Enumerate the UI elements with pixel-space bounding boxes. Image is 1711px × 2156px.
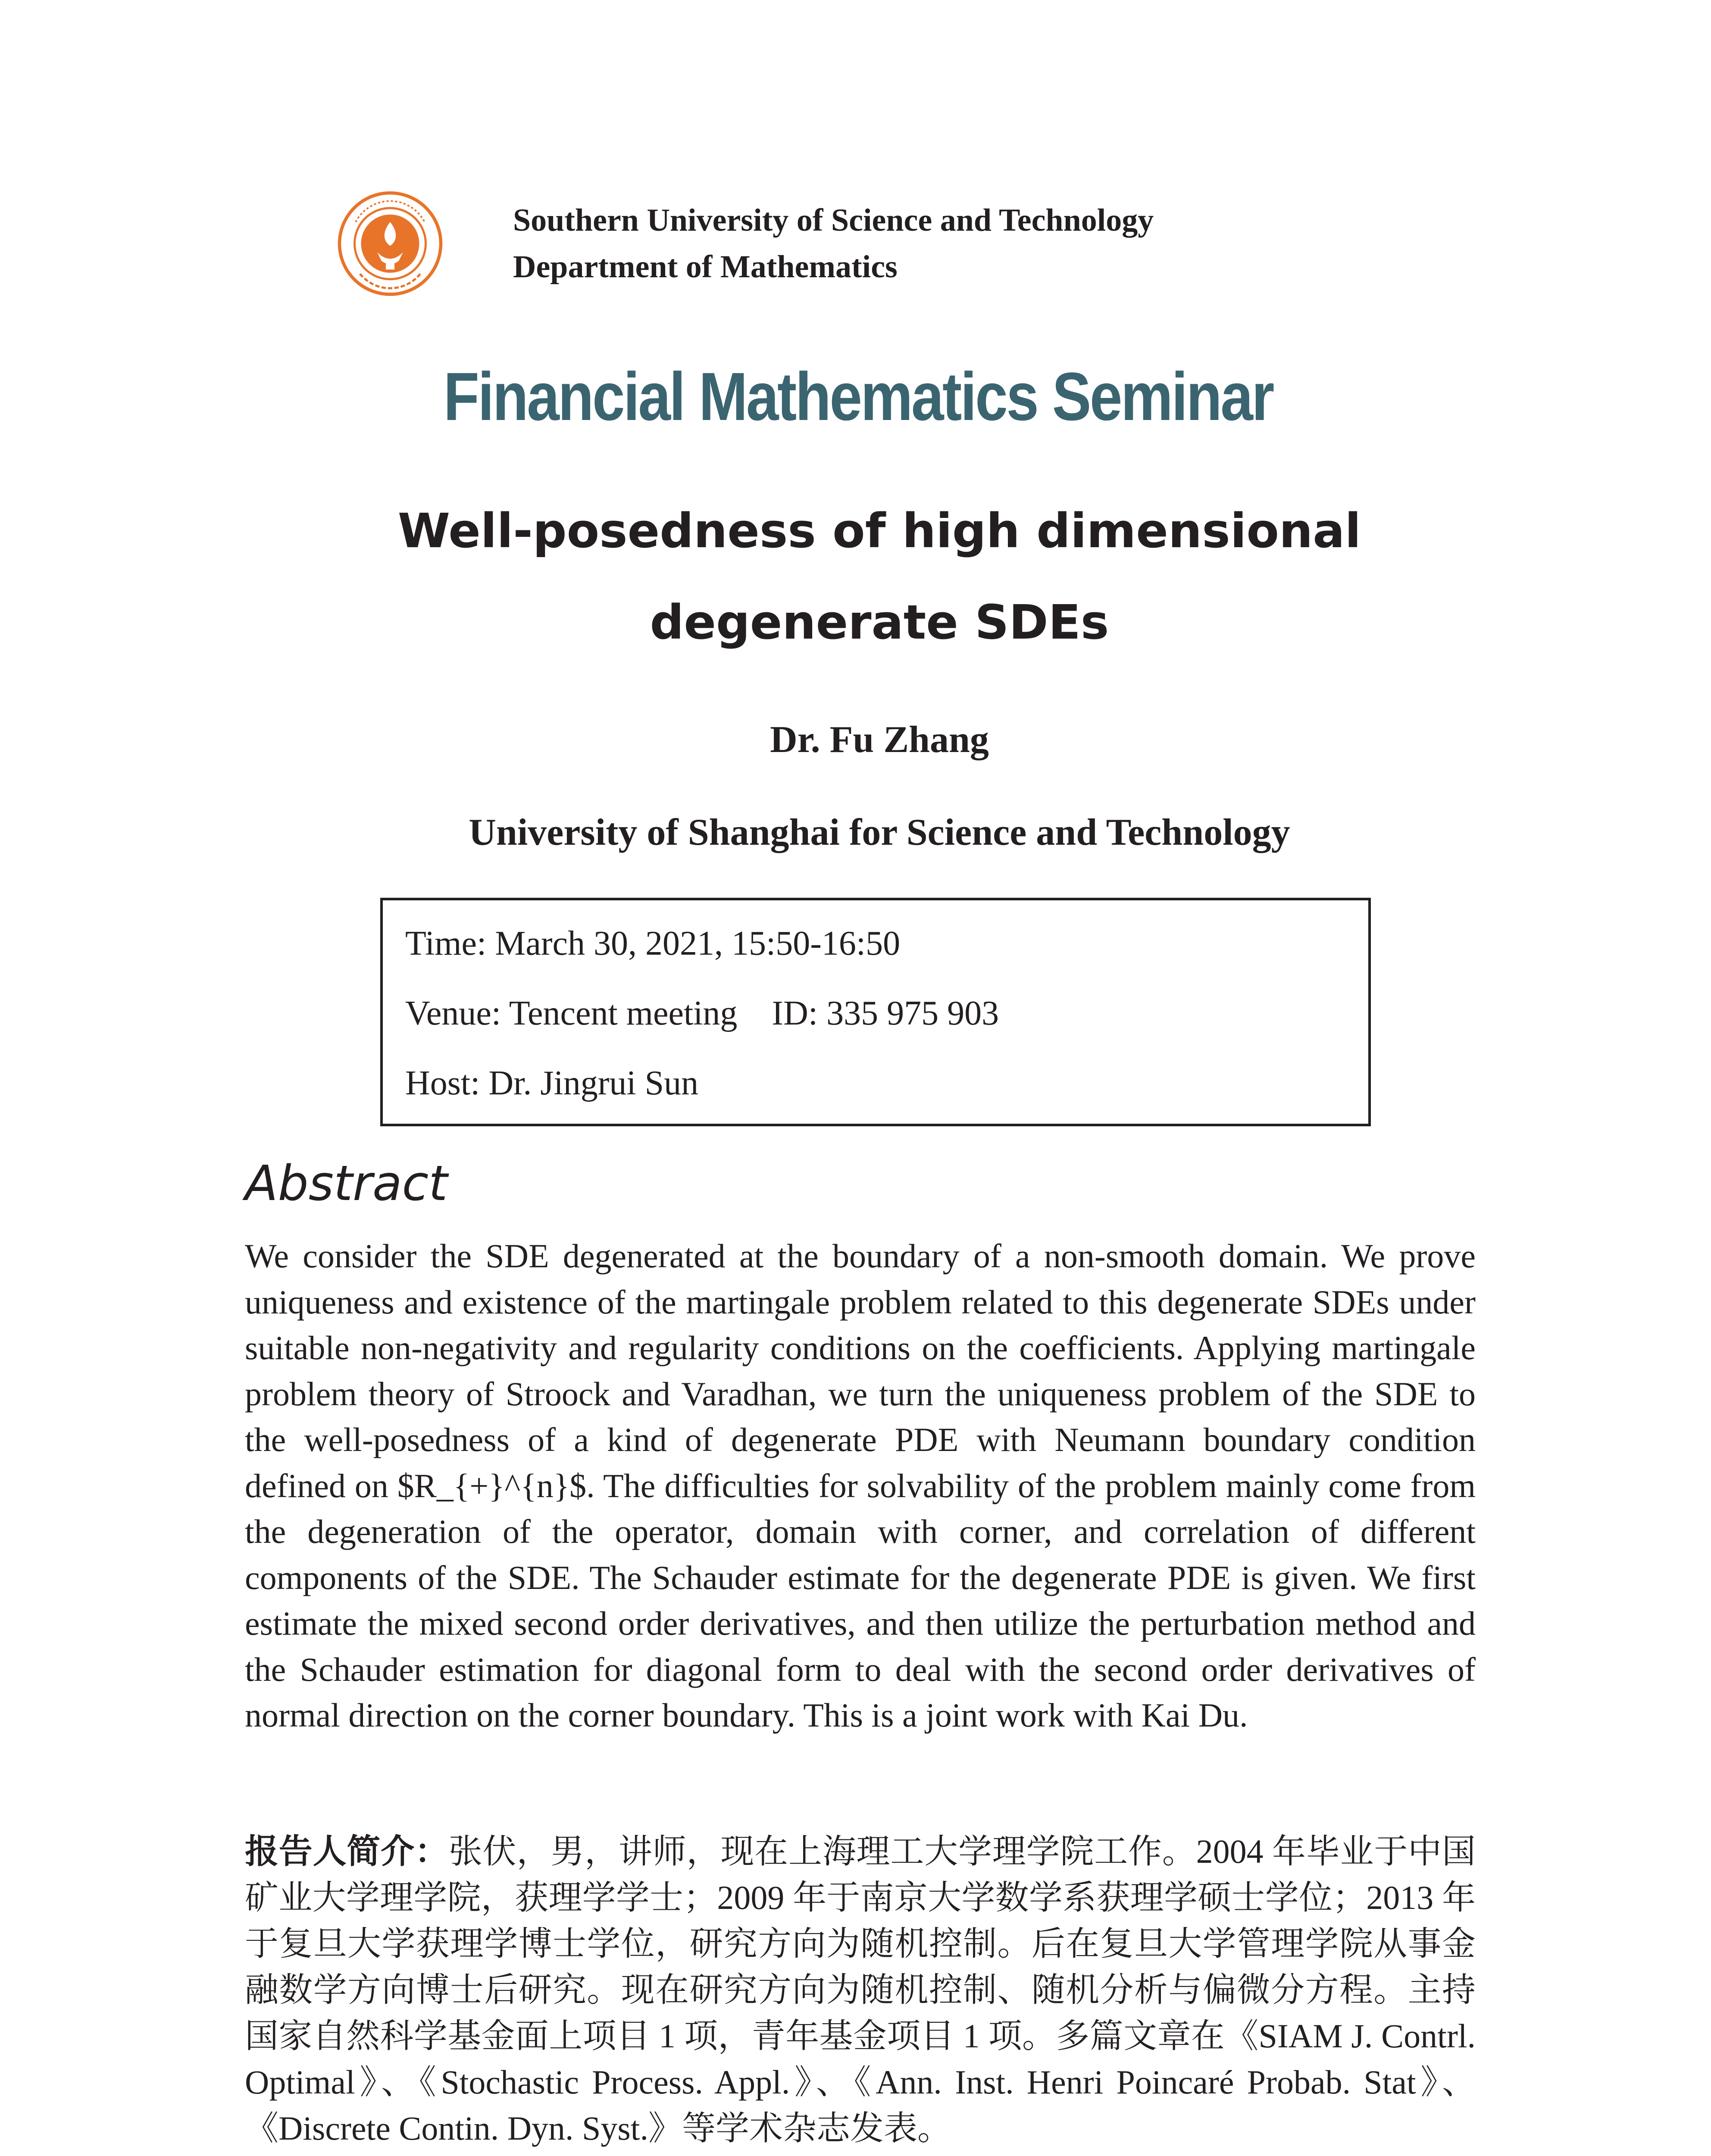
bio-label: 报告人简介： — [245, 1833, 449, 1870]
header — [336, 190, 1154, 298]
event-host: Host: Dr. Jingrui Sun — [405, 1064, 699, 1102]
university-name: Southern University of Science and Technology — [513, 203, 1154, 238]
seminar-title: Financial Mathematics Seminar — [443, 359, 1273, 435]
speaker-bio — [245, 1828, 1476, 2151]
speaker-name: Dr. Fu Zhang — [770, 719, 989, 761]
event-time: Time: March 30, 2021, 15:50-16:50 — [405, 924, 901, 962]
event-venue: Venue: Tencent meeting ID: 335 975 903 — [405, 994, 999, 1032]
institution-block — [513, 197, 1154, 290]
abstract-body: We consider the SDE degenerated at the boundary of a non-smooth domain. We prove uniqueness and existence of the martingale problem related to this degenerate SDEs under suitable non-negativity and regularity conditions on the coefficients. Applying martingale problem theory of Stroock and Varadhan, we turn the uniqueness problem of the SDE to the well-posedness of a kind of degenerate PDE with Neumann boundary condition defined on $R_{+}^{n}$. The difficulties for solvability of the problem mainly come from the degeneration of the operator, domain with corner, and correlation of different components of the SDE. The Schauder estimate for the degenerate PDE is given. We first estimate the mixed second order derivatives, and then utilize the perturbation method and the Schauder estimation for diagonal form to deal with the second order derivatives of normal direction on the corner boundary. This is a joint work with Kai Du. — [245, 1237, 1476, 1734]
event-info-box — [380, 898, 1371, 1126]
talk-title — [0, 485, 1711, 668]
talk-title-line-2: degenerate SDEs — [650, 595, 1109, 650]
university-seal-logo — [336, 190, 444, 298]
speaker-affiliation: University of Shanghai for Science and Technology — [469, 812, 1290, 853]
talk-title-line-1: Well-posedness of high dimensional — [397, 503, 1361, 558]
abstract-heading: Abstract — [245, 1156, 448, 1212]
bio-text: 张伏，男，讲师，现在上海理工大学理学院工作。2004 年毕业于中国矿业大学理学院，获理学学士；2009 年于南京大学数学系获理学硕士学位；2013 年于复旦大学获理学博士学位，研究方向为随机控制。后在复旦大学管理学院从事金融数学方向博士后研究。现在研究方向为随机控制、随机分析与偏微分方程。主持国家自然科学基金面上项目 1 项，青年基金项目 1 项。多篇文章在《SIAM J. Contrl. Optimal》、《Stochastic Process. Appl.》、《Ann. Inst. Henri Poincaré Probab. Stat》、《Discrete Contin. Dyn. Syst.》等学术杂志发表。 — [245, 1833, 1476, 2147]
department-name: Department of Mathematics — [513, 249, 898, 285]
